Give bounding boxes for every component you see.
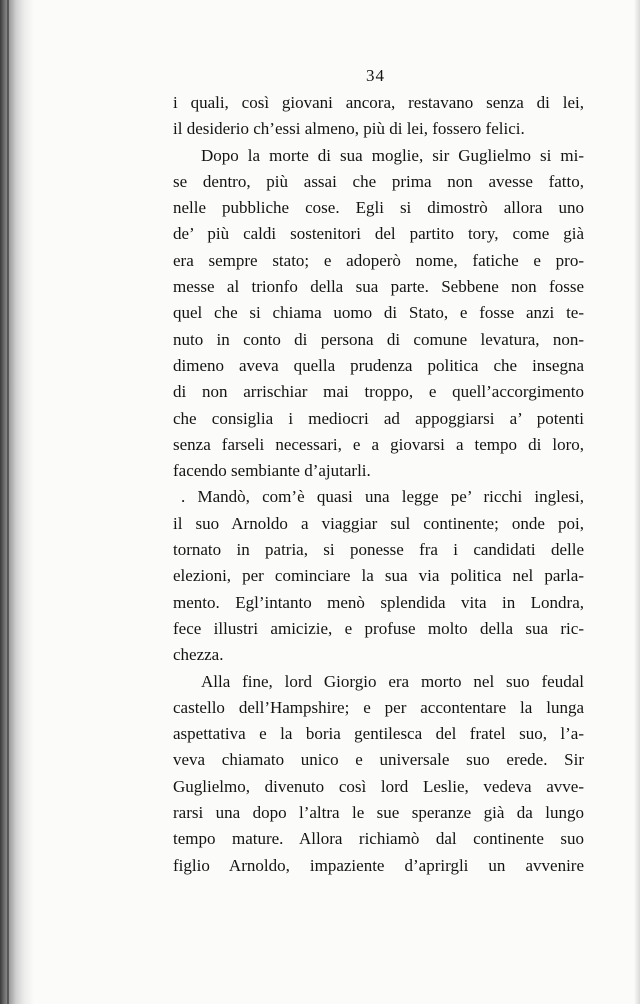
text-line: facendo sembiante d’ajutarli. (173, 461, 371, 481)
text-line: il suo Arnoldo a viaggiar sul continente; onde poi, (173, 513, 584, 533)
text-line: quel che si chiama uomo di Stato, e fosse anzi te- (173, 303, 584, 323)
text-line: tempo mature. Allora richiamò dal continente suo (173, 829, 584, 849)
text-line: dimeno aveva quella prudenza politica che insegna (173, 355, 584, 375)
body-text (173, 90, 584, 879)
text-line: Dopo la morte di sua moglie, sir Guglielmo si mi- (201, 145, 584, 165)
text-line: il desiderio ch’essi almeno, più di lei, fossero felici. (173, 119, 525, 139)
text-line: de’ più caldi sostenitori del partito tory, come già (173, 224, 584, 244)
binding-edge-line (7, 0, 9, 1004)
text-line: mento. Egl’intanto menò splendida vita in Londra, (173, 592, 584, 612)
text-line: se dentro, più assai che prima non avesse fatto, (173, 171, 584, 191)
text-line: nelle pubbliche cose. Egli si dimostrò allora uno (173, 198, 584, 218)
text-line: . Mandò, com’è quasi una legge pe’ ricchi inglesi, (181, 487, 584, 507)
text-line: i quali, così giovani ancora, restavano senza di lei, (173, 93, 584, 112)
text-line: aspettativa e la boria gentilesca del fratel suo, l’a- (173, 724, 584, 744)
text-line: senza farseli necessari, e a giovarsi a tempo di loro, (173, 434, 584, 454)
text-line: fece illustri amicizie, e profuse molto della sua ric- (173, 618, 584, 638)
text-line: tornato in patria, si ponesse fra i candidati delle (173, 540, 584, 560)
page-number: 34 (366, 66, 385, 85)
text-line: castello dell’Hampshire; e per accontentare la lunga (173, 697, 584, 717)
binding-gutter (0, 0, 34, 1004)
text-line: Guglielmo, divenuto così lord Leslie, vedeva avve- (173, 776, 584, 796)
text-line: di non arrischiar mai troppo, e quell’accorgimento (173, 382, 584, 402)
text-line: messe al trionfo della sua parte. Sebbene non fosse (173, 277, 584, 297)
text-line: veva chiamato unico e universale suo erede. Sir (173, 750, 584, 770)
text-line: Alla fine, lord Giorgio era morto nel suo feudal (201, 671, 584, 691)
text-line: elezioni, per cominciare la sua via politica nel parla- (173, 566, 584, 586)
page-edge (634, 0, 640, 1004)
text-line: rarsi una dopo l’altra le sue speranze già da lungo (173, 803, 584, 823)
text-line: che consiglia i mediocri ad appoggiarsi a’ potenti (173, 408, 584, 428)
text-line: chezza. (173, 645, 224, 665)
text-line: nuto in conto di persona di comune levatura, non- (173, 329, 584, 349)
text-line: figlio Arnoldo, impaziente d’aprirgli un avvenire (173, 855, 584, 875)
text-line: era sempre stato; e adoperò nome, fatiche e pro- (173, 250, 584, 270)
